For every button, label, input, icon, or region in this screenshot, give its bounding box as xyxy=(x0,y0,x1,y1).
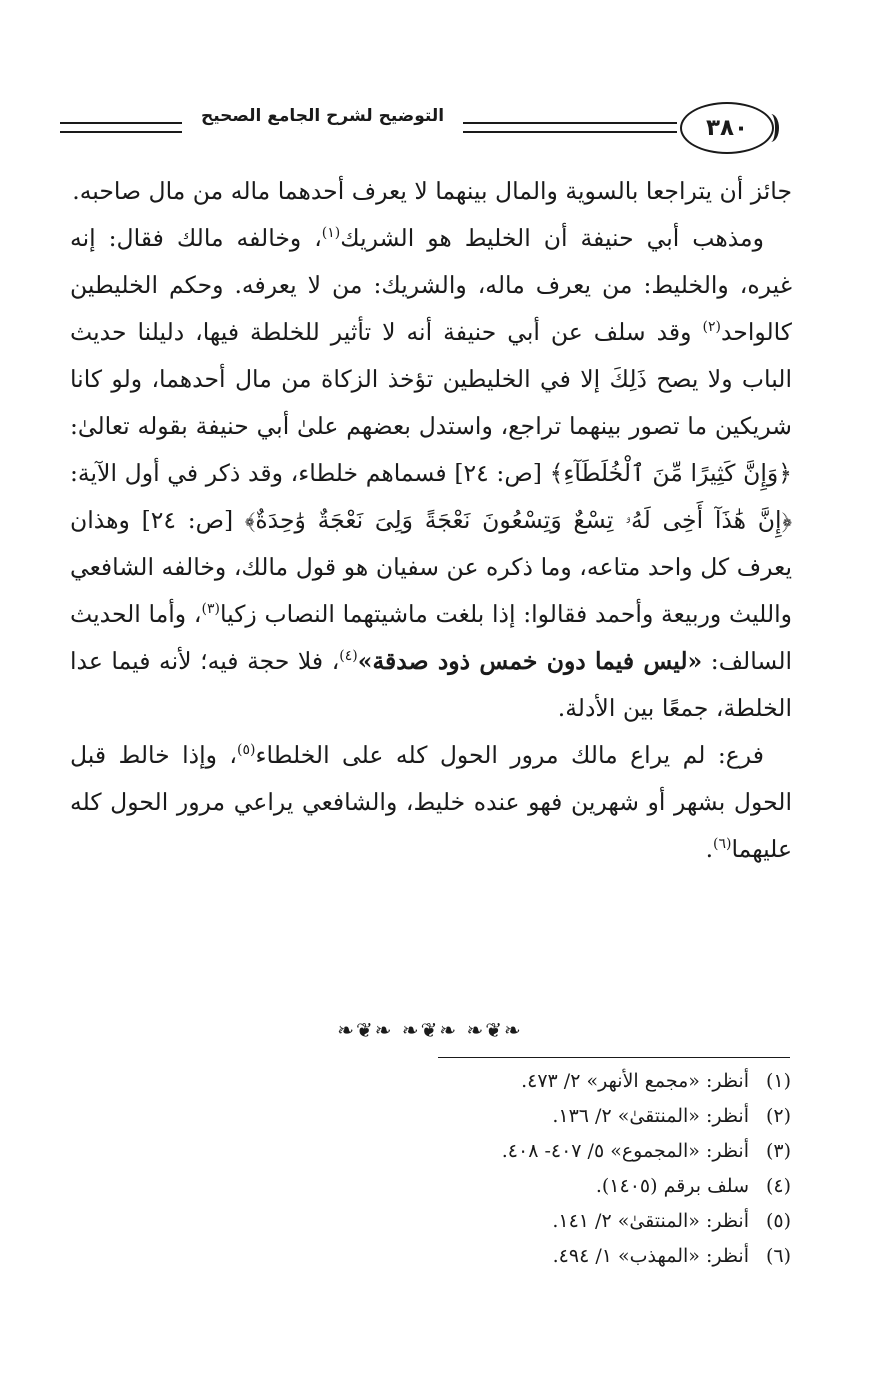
text-run: ، فلا حجة فيه؛ لأنه فيما عدا الخلطة، جمعًا بين الأدلة. xyxy=(70,647,792,722)
footnote-number: (٤) xyxy=(765,1175,791,1197)
quran-verse-1: ﴿وَإِنَّ كَثِيرًا مِّنَ ٱلْخُلَطَآءِ﴾ xyxy=(549,459,792,487)
footnote-3 xyxy=(291,1134,791,1169)
footnotes-list xyxy=(291,1064,791,1274)
footnote-text: أنظر: «المهذب» ١/ ٤٩٤. xyxy=(552,1245,749,1267)
footnote-text: سلف برقم (١٤٠٥). xyxy=(595,1175,749,1197)
footnote-ref-5: (٥) xyxy=(237,742,256,759)
footnote-ref-1: (١) xyxy=(321,225,341,242)
text-run: ومذهب أبي حنيفة أن الخليط هو الشريك xyxy=(340,224,764,252)
page-header xyxy=(60,100,790,158)
footnote-number: (٦) xyxy=(765,1245,791,1267)
footnote-ref-6: (٦) xyxy=(713,836,732,853)
footnote-text: أنظر: «المنتقىٰ» ٢/ ١٣٦. xyxy=(552,1105,749,1127)
footnote-text: أنظر: «مجمع الأنهر» ٢/ ٤٧٣. xyxy=(521,1070,749,1092)
header-rule-right-top xyxy=(463,122,677,124)
footnote-separator xyxy=(438,1057,790,1058)
page-number: ٣٨٠ xyxy=(705,115,749,141)
footnote-number: (١) xyxy=(765,1070,791,1092)
text-run: . xyxy=(705,835,714,863)
footnote-ref-2: (٢) xyxy=(702,319,721,336)
footnote-ref-3: (٣) xyxy=(201,601,220,618)
text-run: ، وإذا خالط قبل الحول بشهر أو شهرين فهو عنده خليط، والشافعي يراعي مرور الحول كله عليهما xyxy=(70,741,792,863)
footnote-number: (٣) xyxy=(765,1140,791,1162)
hadith-quote: «ليس فيما دون خمس ذود صدقة» xyxy=(357,647,703,675)
footnote-2 xyxy=(291,1099,791,1134)
text-run: ، وخالفه مالك فقال: إنه غيره، والخليط: من يعرف ماله، والشريك: من لا يعرفه. وحكم الخليطين كالواحد xyxy=(70,224,792,346)
footnote-1 xyxy=(291,1064,791,1099)
footnote-number: (٥) xyxy=(765,1210,791,1232)
footnote-5 xyxy=(291,1204,791,1239)
footnote-number: (٢) xyxy=(765,1105,791,1127)
text-run: فرع: لم يراع مالك مرور الحول كله على الخلطاء xyxy=(255,741,764,769)
footnote-text: أنظر: «المجموع» ٥/ ٤٠٧- ٤٠٨. xyxy=(501,1140,749,1162)
footnote-4 xyxy=(291,1169,791,1204)
section-ornament: ❧❦❧ ❧❦❧ ❧❦❧ xyxy=(337,1018,523,1042)
footnote-text: أنظر: «المنتقىٰ» ٢/ ١٤١. xyxy=(552,1210,749,1232)
footnote-6 xyxy=(291,1239,791,1274)
quran-verse-2: ﴿إِنَّ هَٰذَآ أَخِى لَهُۥ تِسْعٌ وَتِسْعُونَ نَعْجَةً وَلِىَ نَعْجَةٌ وَٰحِدَةٌ﴾ xyxy=(244,506,792,534)
header-rule-left-top xyxy=(60,122,182,124)
main-text xyxy=(70,168,792,873)
page-number-badge xyxy=(680,102,774,154)
header-rule-left-bottom xyxy=(60,131,182,133)
header-rule-right-bottom xyxy=(463,131,677,133)
running-title: التوضيح لشرح الجامع الصحيح xyxy=(200,106,445,126)
paragraph-3 xyxy=(70,732,792,873)
text-run: وقد سلف عن أبي حنيفة أنه لا تأثير للخلطة فيها، دليلنا حديث الباب ولا يصح ذَلِكَ إلا في الخليطين تؤخذ الزكاة من مال أحدهما، ولو كانا شريكين ما تصور بينهما تراجع، واستدل بعضهم علىٰ أبي حنيفة بقوله تعالىٰ: xyxy=(70,318,792,440)
footnote-ref-4: (٤) xyxy=(339,648,358,665)
text-run: ، وأما الحديث السالف: xyxy=(70,600,793,675)
paragraph-2 xyxy=(70,215,792,732)
text-run: [ص: ٢٤] وهذان يعرف كل واحد متاعه، وما ذكره عن سفيان هو قول مالك، وخالفه الشافعي والليث وربيعة وأحمد فقالوا: إذا بلغت ماشيتهما النصاب زكيا xyxy=(70,506,792,628)
paragraph-1: جائز أن يتراجعا بالسوية والمال بينهما لا يعرف أحدهما ماله من مال صاحبه. xyxy=(72,177,792,205)
text-run: [ص: ٢٤] فسماهم خلطاء، وقد ذكر في أول الآية: xyxy=(70,459,550,487)
